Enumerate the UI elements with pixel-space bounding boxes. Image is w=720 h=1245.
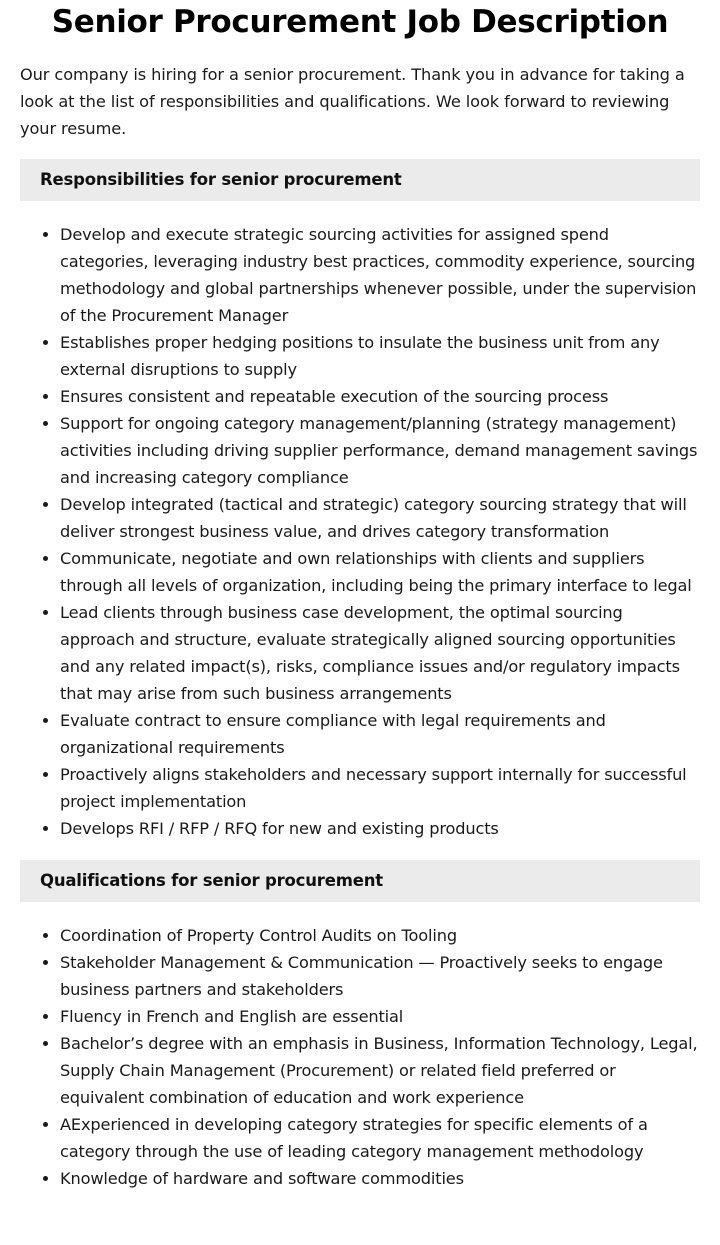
intro-paragraph: Our company is hiring for a senior procurement. Thank you in advance for taking a look at the list of responsibilities and qualifications. We look forward to reviewing your resume. (20, 65, 685, 138)
responsibilities-list (20, 221, 700, 842)
responsibility-item: Communicate, negotiate and own relationships with clients and suppliers through all levels of organization, including being the primary interface to legal (60, 545, 700, 599)
qualifications-heading: Qualifications for senior procurement (20, 860, 700, 902)
responsibility-item: Proactively aligns stakeholders and necessary support internally for successful project implementation (60, 761, 700, 815)
responsibility-item: Develop and execute strategic sourcing activities for assigned spend categories, leveraging industry best practices, commodity experience, sourcing methodology and global partnerships whenever possible, under the supervision of the Procurement Manager (60, 221, 700, 329)
responsibility-item: Develops RFI / RFP / RFQ for new and existing products (60, 815, 700, 842)
qualification-item: Stakeholder Management & Communication — Proactively seeks to engage business partners and stakeholders (60, 949, 700, 1003)
responsibility-item: Evaluate contract to ensure compliance with legal requirements and organizational requirements (60, 707, 700, 761)
responsibility-item: Support for ongoing category management/planning (strategy management) activities including driving supplier performance, demand management savings and increasing category compliance (60, 410, 700, 491)
page-title: Senior Procurement Job Description (51, 4, 669, 40)
qualification-item: Bachelor’s degree with an emphasis in Business, Information Technology, Legal, Supply Chain Management (Procurement) or related field preferred or equivalent combination of education and work experience (60, 1030, 700, 1111)
responsibility-item: Develop integrated (tactical and strategic) category sourcing strategy that will deliver strongest business value, and drives category transformation (60, 491, 700, 545)
responsibility-item: Ensures consistent and repeatable execution of the sourcing process (60, 383, 700, 410)
qualification-item: AExperienced in developing category strategies for specific elements of a category through the use of leading category management methodology (60, 1111, 700, 1165)
qualification-item: Coordination of Property Control Audits on Tooling (60, 922, 700, 949)
responsibilities-heading: Responsibilities for senior procurement (20, 159, 700, 201)
qualifications-list (20, 922, 700, 1192)
responsibility-item: Lead clients through business case development, the optimal sourcing approach and structure, evaluate strategically aligned sourcing opportunities and any related impact(s), risks, compliance issues and/or regulatory impacts that may arise from such business arrangements (60, 599, 700, 707)
qualification-item: Knowledge of hardware and software commodities (60, 1165, 700, 1192)
responsibility-item: Establishes proper hedging positions to insulate the business unit from any external disruptions to supply (60, 329, 700, 383)
qualification-item: Fluency in French and English are essential (60, 1003, 700, 1030)
